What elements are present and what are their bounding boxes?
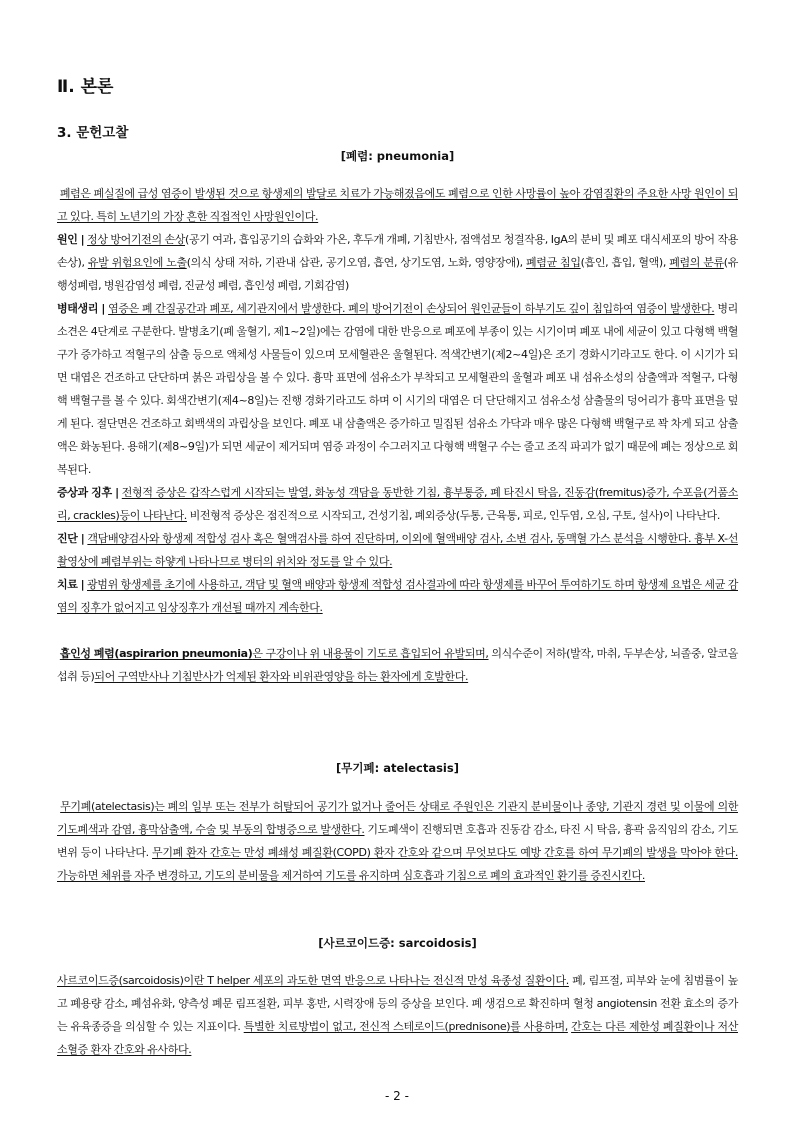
atelectasis-t1: 기도폐색이 진행되면 호흡과 진동감 감소, 타진 시 탁음, 흉곽 움직임의 감소, 기도 변위 등이 나타난다. (57, 823, 739, 859)
cause-u1: 정상 방어기전의 손상 (87, 233, 186, 246)
cause-t1: (공기 여과, 흡입공기의 습화와 가온, 후두개 개폐, 기침반사, 점액섬모 청결작용, IgA의 분비 및 폐포 대식세포의 방어 작용 손상), (57, 233, 738, 269)
atelectasis-section (57, 760, 738, 887)
treat-u: 광범위 항생제를 초기에 사용하고, 객담 및 혈액 배양과 항생제 적합성 검사결과에 따라 항생제를 바꾸어 투여하기도 하며 항생제 요법은 세균 감염의 징후가 없어지고 임상징후가 개선될 때까지 계속한다. (57, 578, 738, 614)
pneumonia-title: [폐렴: pneumonia] (340, 149, 455, 163)
cause-u4: 폐렴의 분류 (669, 256, 724, 269)
cause-u3: 폐렴균 침입 (526, 256, 581, 269)
cause-label: 원인 | (57, 233, 85, 246)
patho-t: 병리소견은 4단계로 구분한다. 발병초기(폐 울혈기, 제1~2일)에는 감염에 대한 반응으로 폐포에 부종이 있는 시기이며 폐포 내에 세균이 있고 다형핵 백혈구가 증가하고 적혈구의 삼출 등으로 액체성 사물들이 있으며 모세혈관은 울혈된다. 적색간변기(제2~4일)은 조기 경화시기라고도 한다. 이 시기가 되면 대엽은 건조하고 단단하며 붉은 과립상을 볼 수 있다. 흉막 표면에 섬유소가 부착되고 모세혈관의 울혈과 폐포 내 섬유소성의 삼출액과 적혈구, 다형핵 백혈구를 볼 수 있다. 회색간변기(제4~8일)는 진행 경화기라고도 하며 이 시기의 대엽은 더 단단해지고 섬유소성 삼출물의 덩어리가 흉막 표면을 덮게 된다. 절단면은 건조하고 회백색의 과립상을 보인다. 폐포 내 삼출액은 증가하고 밀집된 섬유소 가닥과 매우 많은 다형핵 백혈구로 꽉 차게 되고 삼출액은 화농된다. 용해기(제8~9일)가 되면 세균이 제거되며 염증 과정이 수그러지고 다형핵 백혈구 수는 줄고 조직 파괴가 없기 때문에 폐는 정상으로 회복된다. (57, 302, 738, 476)
diag-u: 객담배양검사와 항생제 적합성 검사 혹은 혈액검사를 하여 진단하며, 이외에 혈액배양 검사, 소변 검사, 동맥혈 가스 분석을 시행한다. 흉부 X-선 촬영상에 폐렴부위는 하얗게 나타나므로 병터의 위치와 정도를 알 수 있다. (57, 532, 739, 568)
sarcoidosis-u1: 사르코이드증(sarcoidosis)이란 T helper 세포의 과도한 면역 반응으로 나타나는 전신적 만성 육종성 질환이다. (57, 974, 569, 987)
diag-label: 진단 | (57, 532, 85, 545)
cause-t3: (흡인, 흡입, 혈액), (580, 256, 666, 269)
symptom-label: 증상과 징후 | (57, 486, 119, 499)
aspiration-u2: 되어 구역반사나 기침반사가 억제된 환자와 비위관영양을 하는 환자에게 호발한다. (94, 670, 469, 683)
sarcoidosis-section (57, 935, 738, 1061)
aspiration-t: 의식수준이 저하(발작, 마취, 두부손상, 뇌졸중, 알코올 섭취 등) (57, 647, 738, 683)
sarcoidosis-t1: 폐, 림프절, 피부와 눈에 침범률이 높고 폐용량 감소, 폐섬유화, 양측성 폐문 림프절환, 피부 홍반, 시력장애 등의 증상을 보인다. 폐 생검으로 확진하며 혈청 angiotensin 전환 효소의 증가는 유육종증을 의심할 수 있는 지표이다. (57, 974, 738, 1033)
pneumonia-pathophysiology (57, 297, 738, 481)
sarcoidosis-text (57, 969, 738, 1061)
pneumonia-treatment (57, 573, 738, 619)
atelectasis-text (57, 795, 738, 887)
main-heading: Ⅱ. 본론 (57, 77, 114, 97)
sub-heading: 3. 문헌고찰 (57, 125, 129, 141)
aspiration-bold: 흡인성 폐렴(aspirarion pneumonia) (59, 647, 253, 660)
pneumonia-section (57, 148, 738, 688)
sarcoidosis-title: [사르코이드증: sarcoidosis] (318, 936, 477, 950)
atelectasis-u2: 무기폐 환자 간호는 만성 폐쇄성 폐질환(COPD) 환자 간호와 같으며 무엇보다도 예방 간호를 하여 무기폐의 발생을 막아야 한다. (152, 846, 738, 859)
pneumonia-diagnosis (57, 527, 738, 573)
atelectasis-u1: 무기폐(atelectasis)는 폐의 일부 또는 전부가 허탈되어 공기가 없거나 줄어든 상태로 주원인은 기관지 분비물이나 종양, 기관지 경련 및 이물에 의한 기도폐색과 감염, 흉막삼출액, 수술 및 부동의 합병증으로 발생한다. (57, 800, 738, 836)
aspiration-pneumonia (57, 642, 738, 688)
symptom-t: 비전형적 증상은 점진적으로 시작되고, 건성기침, 폐외증상(두통, 근육통, 피로, 인두염, 오심, 구토, 설사)이 나타난다. (186, 509, 720, 522)
treat-label: 치료 | (57, 578, 85, 591)
pneumonia-intro-text: 폐렴은 폐실질에 급성 염증이 발생된 것으로 항생제의 발달로 치료가 가능해졌음에도 폐렴으로 인한 사망률이 높아 감염질환의 주요한 사망 원인이 되고 있다. 특히 노년기의 가장 흔한 직접적인 사망원인이다. (57, 187, 738, 223)
cause-t4: (유행성폐렴, 병원감염성 폐렴, 진균성 폐렴, 흡인성 폐렴, 기회감염) (57, 256, 738, 292)
sarcoidosis-u2: 특별한 치료방법이 없고, 전신적 스테로이드(prednisone)를 사용하며, (243, 1020, 568, 1033)
pneumonia-cause (57, 228, 738, 297)
symptom-u: 전형적 증상은 갑작스럽게 시작되는 발열, 화농성 객담을 동반한 기침, 흉부통증, 폐 타진시 탁음, 진동감(fremitus)증가, 수포음(거품소리, crackles)등이 나타난다. (57, 486, 738, 522)
patho-label: 병태생리 | (57, 302, 106, 315)
cause-t2: (의식 상태 저하, 기관내 삽관, 공기오염, 흡연, 상기도염, 노화, 영양장애), (186, 256, 523, 269)
patho-u: 염증은 폐 간질공간과 폐포, 세기관지에서 발생한다. 폐의 방어기전이 손상되어 원인균들이 하부기도 깊이 침입하여 염증이 발생한다. (108, 302, 715, 315)
atelectasis-title: [무기폐: atelectasis] (336, 761, 459, 775)
page-number: - 2 - (385, 1089, 409, 1103)
pneumonia-symptoms (57, 481, 738, 527)
sarcoidosis-u3: 간호는 다른 제한성 폐질환이나 저산소혈증 환자 간호와 유사하다. (57, 1020, 738, 1056)
cause-u2: 유발 위험요인에 노출 (87, 256, 187, 269)
aspiration-u: 은 구강이나 위 내용물이 기도로 흡입되어 유발되며, (252, 647, 489, 660)
atelectasis-u3: 가능하면 체위를 자주 변경하고, 기도의 분비물을 제거하여 기도를 유지하며 심호흡과 기침으로 폐의 효과적인 환기를 증진시킨다. (57, 869, 645, 882)
pneumonia-intro (57, 182, 738, 228)
